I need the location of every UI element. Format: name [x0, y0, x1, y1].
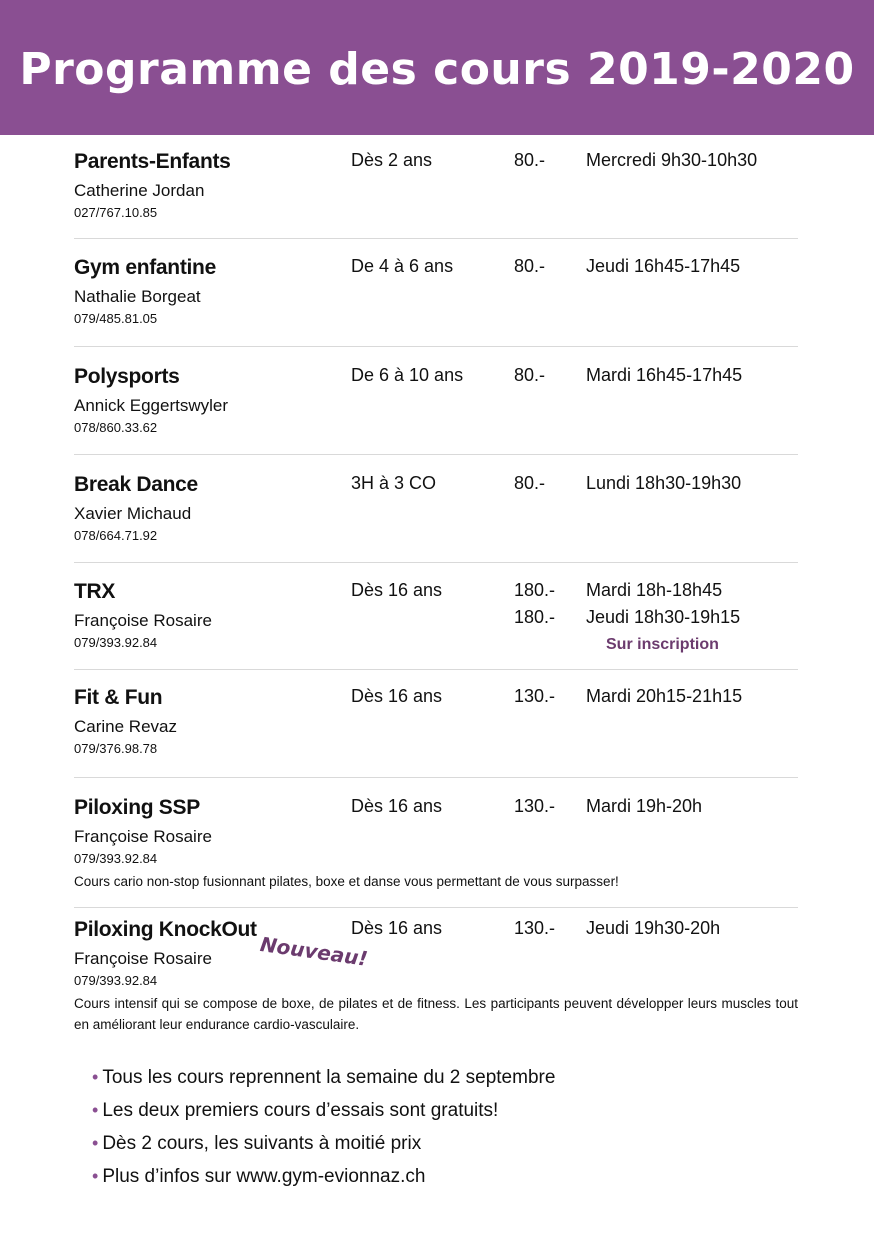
course-price: 80.- — [514, 150, 546, 170]
info-item-text: Plus d’infos sur www.gym-evionnaz.ch — [102, 1166, 426, 1187]
divider — [74, 238, 798, 239]
course-price: 130.- — [514, 686, 556, 706]
nouveau-badge: Nouveau! — [258, 932, 370, 971]
bullet-icon: • — [92, 1067, 99, 1087]
course-age: Dès 16 ans — [351, 796, 443, 816]
course-schedule-second: Jeudi 18h30-19h15 — [586, 607, 741, 627]
course-phone: 079/393.92.84 — [74, 635, 158, 650]
course-name: Break Dance — [74, 473, 198, 496]
bullet-icon: • — [92, 1166, 99, 1186]
course-price-second: 180.- — [514, 607, 556, 627]
course-schedule: Mercredi 9h30-10h30 — [586, 150, 758, 170]
course-price: 80.- — [514, 256, 546, 276]
course-name: Parents-Enfants — [74, 150, 231, 173]
bullet-icon: • — [92, 1133, 99, 1153]
course-name: Fit & Fun — [74, 686, 163, 709]
course-teacher: Françoise Rosaire — [74, 827, 212, 846]
course-name: Piloxing KnockOut — [74, 918, 257, 941]
divider — [74, 669, 798, 670]
course-phone: 079/393.92.84 — [74, 851, 158, 866]
info-item — [92, 1133, 812, 1166]
bullet-icon: • — [92, 1100, 99, 1120]
course-age: De 6 à 10 ans — [351, 365, 464, 385]
course-age: Dès 2 ans — [351, 150, 433, 170]
course-price: 130.- — [514, 918, 556, 938]
course-price: 130.- — [514, 796, 556, 816]
course-teacher: Carine Revaz — [74, 717, 177, 736]
course-phone: 079/393.92.84 — [74, 973, 158, 988]
course-teacher: Nathalie Borgeat — [74, 287, 201, 306]
course-phone: 078/860.33.62 — [74, 420, 158, 435]
course-age: Dès 16 ans — [351, 580, 443, 600]
course-teacher: Annick Eggertswyler — [74, 396, 229, 415]
info-item — [92, 1100, 812, 1133]
course-phone: 079/485.81.05 — [74, 311, 158, 326]
course-age: De 4 à 6 ans — [351, 256, 454, 276]
course-schedule: Lundi 18h30-19h30 — [586, 473, 742, 493]
course-name: TRX — [74, 580, 116, 603]
divider — [74, 907, 798, 908]
registration-note: Sur inscription — [606, 636, 719, 653]
course-schedule: Mardi 19h-20h — [586, 796, 703, 816]
page-title: Programme des cours 2019-2020 — [19, 44, 855, 95]
course-phone: 027/767.10.85 — [74, 205, 158, 220]
course-price: 180.- — [514, 580, 556, 600]
course-schedule: Jeudi 19h30-20h — [586, 918, 721, 938]
course-teacher: Françoise Rosaire — [74, 949, 212, 968]
course-price: 80.- — [514, 365, 546, 385]
divider — [74, 454, 798, 455]
course-name: Piloxing SSP — [74, 796, 200, 819]
course-age: Dès 16 ans — [351, 686, 443, 706]
course-teacher: Catherine Jordan — [74, 181, 205, 200]
info-list — [92, 1067, 812, 1199]
course-phone: 078/664.71.92 — [74, 528, 158, 543]
info-item-text: Dès 2 cours, les suivants à moitié prix — [102, 1133, 422, 1154]
info-item-text: Les deux premiers cours d’essais sont gratuits! — [102, 1100, 499, 1121]
divider — [74, 346, 798, 347]
course-price: 80.- — [514, 473, 546, 493]
course-name: Gym enfantine — [74, 256, 216, 279]
course-age: Dès 16 ans — [351, 918, 443, 938]
course-description: Cours cario non-stop fusionnant pilates, boxe et danse vous permettant de vous surpasser! — [74, 874, 619, 889]
course-schedule: Mardi 20h15-21h15 — [586, 686, 743, 706]
info-item-text: Tous les cours reprennent la semaine du 2 septembre — [102, 1067, 556, 1088]
course-schedule: Jeudi 16h45-17h45 — [586, 256, 741, 276]
info-item — [92, 1166, 812, 1199]
course-phone: 079/376.98.78 — [74, 741, 158, 756]
info-item — [92, 1067, 812, 1100]
course-description: Cours intensif qui se compose de boxe, de pilates et de fitness. Les participants peuvent développer leurs muscles tout en améliorant leur endurance cardio-vasculaire. — [74, 996, 798, 1032]
divider — [74, 562, 798, 563]
course-teacher: Françoise Rosaire — [74, 611, 212, 630]
course-age: 3H à 3 CO — [351, 473, 437, 493]
course-schedule: Mardi 16h45-17h45 — [586, 365, 743, 385]
course-schedule: Mardi 18h-18h45 — [586, 580, 723, 600]
divider — [74, 777, 798, 778]
course-teacher: Xavier Michaud — [74, 504, 192, 523]
title-banner — [0, 0, 874, 135]
course-name: Polysports — [74, 365, 180, 388]
